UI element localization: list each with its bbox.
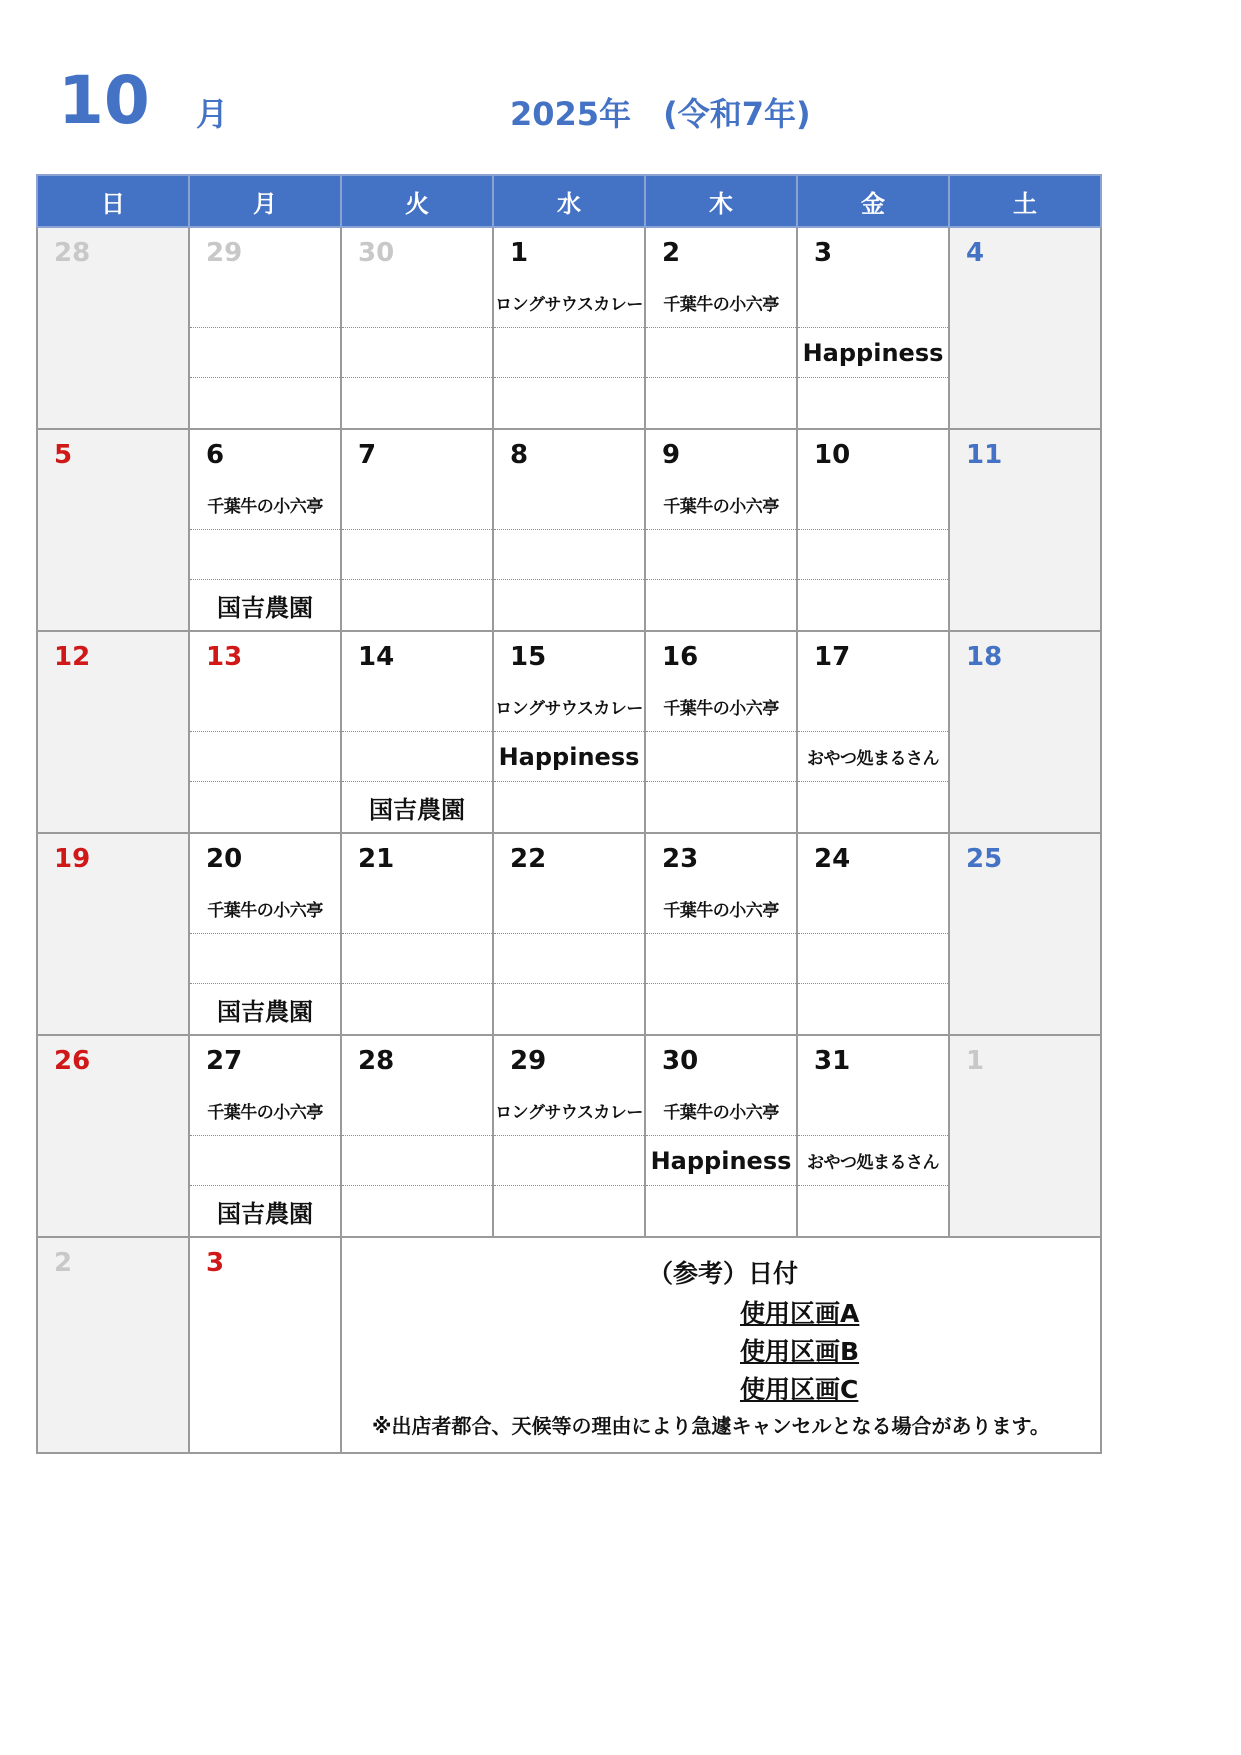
event-slot-1	[798, 884, 948, 934]
event-slot-3	[494, 378, 644, 428]
event-slot-2	[646, 328, 796, 378]
event-slot-2: Happiness	[494, 732, 644, 782]
year-label: 2025年 (令和7年)	[510, 95, 811, 133]
event-slot-2	[798, 530, 948, 580]
event-slot-1	[950, 1086, 1100, 1136]
day-number: 2	[54, 1248, 73, 1278]
day-cell	[797, 429, 949, 631]
event-slot-3	[38, 782, 188, 832]
event-slot-2	[190, 328, 340, 378]
notes-title: （参考）日付	[648, 1259, 799, 1288]
day-cell	[189, 1237, 341, 1453]
day-number: 29	[206, 238, 243, 268]
event-slot-3	[646, 782, 796, 832]
event-slot-1: 千葉牛の小六亭	[646, 884, 796, 934]
event-slot-3	[342, 1186, 492, 1236]
event-slot-2: Happiness	[646, 1136, 796, 1186]
event-slot-2	[342, 530, 492, 580]
day-cell	[949, 1035, 1101, 1237]
event-slot-1	[342, 278, 492, 328]
day-cell	[949, 429, 1101, 631]
event-slot-1	[950, 278, 1100, 328]
day-cell	[189, 1035, 341, 1237]
event-slot-1	[342, 682, 492, 732]
event-slot-1: ロングサウスカレー	[494, 682, 644, 732]
event-slot-2	[494, 530, 644, 580]
day-cell	[949, 227, 1101, 429]
event-slot-1: 千葉牛の小六亭	[646, 278, 796, 328]
event-slot-3	[646, 1186, 796, 1236]
event-slot-1	[342, 480, 492, 530]
event-slot-2	[798, 934, 948, 984]
event-slot-1: 千葉牛の小六亭	[190, 884, 340, 934]
day-number: 2	[662, 238, 681, 268]
day-cell	[797, 631, 949, 833]
event-slot-1	[950, 682, 1100, 732]
day-cell	[645, 227, 797, 429]
event-slot-1	[494, 884, 644, 934]
event-slot-1	[38, 1086, 188, 1136]
event-slot-1	[798, 480, 948, 530]
notes-box	[341, 1237, 1101, 1453]
day-number: 21	[358, 844, 395, 874]
event-slot-1: 千葉牛の小六亭	[646, 480, 796, 530]
day-cell	[189, 429, 341, 631]
day-cell	[493, 833, 645, 1035]
event-slot-2	[646, 732, 796, 782]
event-slot-3	[494, 782, 644, 832]
day-cell	[37, 833, 189, 1035]
day-cell	[341, 227, 493, 429]
event-slot-2	[342, 732, 492, 782]
event-slot-3	[190, 378, 340, 428]
event-slot-1: ロングサウスカレー	[494, 278, 644, 328]
day-number: 25	[966, 844, 1003, 874]
event-slot-2	[342, 328, 492, 378]
event-slot-2	[38, 934, 188, 984]
month-number: 10	[58, 62, 150, 139]
event-slot-2	[342, 934, 492, 984]
event-slot-2	[190, 732, 340, 782]
event-slot-3	[950, 1186, 1100, 1236]
event-slot-2	[38, 530, 188, 580]
day-number: 16	[662, 642, 699, 672]
day-cell	[645, 631, 797, 833]
week-row	[37, 429, 1101, 631]
event-slot-2: おやつ処まるさん	[798, 1136, 948, 1186]
day-cell	[949, 631, 1101, 833]
event-slot-3	[798, 782, 948, 832]
event-slot-3	[342, 378, 492, 428]
day-number: 7	[358, 440, 377, 470]
event-slot-1	[798, 278, 948, 328]
event-slot-2	[950, 530, 1100, 580]
day-number: 30	[662, 1046, 699, 1076]
day-cell	[949, 833, 1101, 1035]
event-slot-3	[38, 1186, 188, 1236]
day-number: 20	[206, 844, 243, 874]
event-slot-3	[798, 378, 948, 428]
day-cell	[341, 1035, 493, 1237]
day-number: 1	[510, 238, 529, 268]
event-slot-3	[798, 1186, 948, 1236]
event-slot-3: 国吉農園	[217, 997, 313, 1026]
weekday-wed: 水	[493, 175, 645, 227]
event-slot-1	[950, 884, 1100, 934]
event-slot-2	[646, 934, 796, 984]
event-slot-2	[190, 934, 340, 984]
day-cell	[189, 631, 341, 833]
event-slot-1: 千葉牛の小六亭	[190, 480, 340, 530]
event-slot-2	[950, 732, 1100, 782]
event-slot-3	[646, 580, 796, 630]
day-number: 3	[206, 1248, 225, 1278]
event-slot-3	[38, 984, 188, 1034]
week-row	[37, 227, 1101, 429]
event-slot-2	[38, 732, 188, 782]
event-slot-2	[950, 328, 1100, 378]
event-slot-3	[38, 580, 188, 630]
weekday-sat: 土	[949, 175, 1101, 227]
day-number: 24	[814, 844, 851, 874]
event-slot-3	[798, 984, 948, 1034]
event-slot-3	[950, 378, 1100, 428]
day-number: 12	[54, 642, 91, 672]
weekday-fri: 金	[797, 175, 949, 227]
event-slot-2	[646, 530, 796, 580]
event-slot-3	[798, 580, 948, 630]
day-cell	[493, 227, 645, 429]
day-cell	[37, 631, 189, 833]
day-number: 28	[54, 238, 91, 268]
event-slot-1	[798, 1086, 948, 1136]
event-slot-3	[494, 984, 644, 1034]
event-slot-1	[494, 480, 644, 530]
day-number: 5	[54, 440, 73, 470]
day-number: 23	[662, 844, 699, 874]
day-cell	[493, 429, 645, 631]
event-slot-1	[190, 278, 340, 328]
last-week-row	[37, 1237, 1101, 1453]
event-slot-3	[38, 378, 188, 428]
day-number: 14	[358, 642, 395, 672]
day-cell	[341, 631, 493, 833]
event-slot-3	[342, 580, 492, 630]
event-slot-3	[646, 378, 796, 428]
day-number: 1	[966, 1046, 985, 1076]
event-slot-1	[342, 884, 492, 934]
day-number: 4	[966, 238, 985, 268]
day-number: 27	[206, 1046, 243, 1076]
day-cell	[797, 1035, 949, 1237]
day-number: 10	[814, 440, 851, 470]
notes-section-c: 使用区画C	[740, 1375, 859, 1404]
day-number: 3	[814, 238, 833, 268]
event-slot-3	[950, 782, 1100, 832]
day-number: 18	[966, 642, 1003, 672]
notes-footnote: ※出店者都合、天候等の理由により急遽キャンセルとなる場合があります。	[372, 1414, 1050, 1438]
event-slot-3: 国吉農園	[369, 795, 465, 824]
event-slot-2	[494, 934, 644, 984]
day-cell	[37, 227, 189, 429]
event-slot-2	[494, 328, 644, 378]
event-slot-2	[38, 328, 188, 378]
event-slot-3: 国吉農園	[217, 1199, 313, 1228]
event-slot-2	[950, 1136, 1100, 1186]
day-number: 8	[510, 440, 529, 470]
event-slot-2	[342, 1136, 492, 1186]
event-slot-3: 国吉農園	[217, 593, 313, 622]
event-slot-3	[494, 1186, 644, 1236]
event-slot-1: 千葉牛の小六亭	[646, 682, 796, 732]
day-cell	[797, 833, 949, 1035]
event-slot-3	[494, 580, 644, 630]
day-number: 6	[206, 440, 225, 470]
day-number: 9	[662, 440, 681, 470]
event-slot-3	[950, 580, 1100, 630]
event-slot-1: 千葉牛の小六亭	[646, 1086, 796, 1136]
event-slot-2	[190, 1136, 340, 1186]
day-cell	[645, 429, 797, 631]
event-slot-1	[342, 1086, 492, 1136]
week-row	[37, 833, 1101, 1035]
day-cell	[189, 227, 341, 429]
day-cell	[645, 1035, 797, 1237]
day-number: 17	[814, 642, 851, 672]
day-number: 15	[510, 642, 547, 672]
weekday-sun: 日	[37, 175, 189, 227]
event-slot-2: Happiness	[798, 328, 948, 378]
notes-section-a: 使用区画A	[740, 1299, 860, 1328]
day-cell	[645, 833, 797, 1035]
day-number: 29	[510, 1046, 547, 1076]
day-number: 30	[358, 238, 395, 268]
event-slot-1	[950, 480, 1100, 530]
weekday-header-row	[37, 175, 1101, 227]
event-slot-1: 千葉牛の小六亭	[190, 1086, 340, 1136]
event-slot-1	[798, 682, 948, 732]
notes-section-b: 使用区画B	[740, 1337, 860, 1366]
event-slot-3	[190, 782, 340, 832]
calendar-table	[36, 174, 1102, 1454]
event-slot-2	[38, 1136, 188, 1186]
day-cell	[797, 227, 949, 429]
event-slot-1	[38, 278, 188, 328]
event-slot-1	[38, 682, 188, 732]
event-slot-1	[190, 682, 340, 732]
day-number: 31	[814, 1046, 851, 1076]
month-unit-label: 月	[196, 95, 229, 133]
day-number: 22	[510, 844, 547, 874]
day-cell	[493, 1035, 645, 1237]
weekday-thu: 木	[645, 175, 797, 227]
event-slot-3	[950, 984, 1100, 1034]
event-slot-2	[950, 934, 1100, 984]
weekday-tue: 火	[341, 175, 493, 227]
event-slot-3	[342, 984, 492, 1034]
event-slot-1	[38, 480, 188, 530]
day-number: 19	[54, 844, 91, 874]
week-row	[37, 631, 1101, 833]
event-slot-1: ロングサウスカレー	[494, 1086, 644, 1136]
day-cell	[341, 429, 493, 631]
day-number: 26	[54, 1046, 91, 1076]
event-slot-1	[38, 884, 188, 934]
day-cell	[493, 631, 645, 833]
day-cell	[37, 1035, 189, 1237]
week-row	[37, 1035, 1101, 1237]
weekday-mon: 月	[189, 175, 341, 227]
day-number: 11	[966, 440, 1003, 470]
event-slot-3	[646, 984, 796, 1034]
day-cell	[37, 429, 189, 631]
day-number: 28	[358, 1046, 395, 1076]
day-cell	[189, 833, 341, 1035]
event-slot-2	[190, 530, 340, 580]
day-cell	[341, 833, 493, 1035]
event-slot-2	[494, 1136, 644, 1186]
event-slot-2: おやつ処まるさん	[798, 732, 948, 782]
day-number: 13	[206, 642, 243, 672]
day-cell	[37, 1237, 189, 1453]
